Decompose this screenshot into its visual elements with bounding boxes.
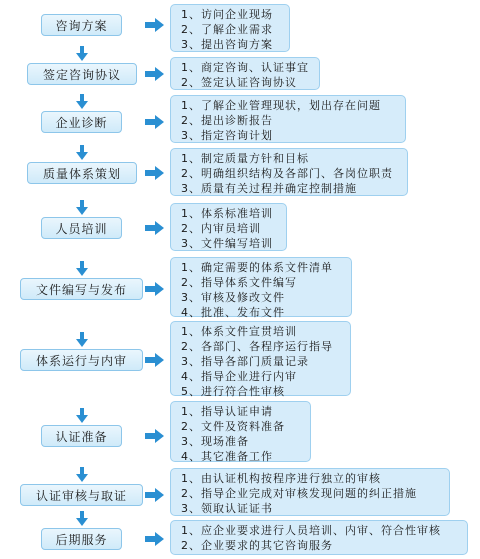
down-arrow-icon [76, 53, 88, 61]
detail-line: 2、指导体系文件编写 [181, 276, 297, 289]
detail-line: 4、批准、发布文件 [181, 306, 285, 319]
detail-line: 1、商定咨询、认证事宜 [181, 61, 309, 74]
detail-line: 2、了解企业需求 [181, 23, 273, 36]
step-detail-panel [170, 148, 408, 196]
step-detail-panel [170, 4, 290, 52]
detail-line: 2、各部门、各程序运行指导 [181, 340, 333, 353]
detail-line: 2、提出诊断报告 [181, 114, 273, 127]
step-detail-panel [170, 468, 450, 516]
step-detail-panel [170, 321, 351, 396]
step-box: 文件编写与发布 [20, 278, 143, 300]
detail-line: 1、访问企业现场 [181, 8, 273, 21]
detail-line: 4、指导企业进行内审 [181, 370, 297, 383]
detail-line: 2、签定认证咨询协议 [181, 76, 297, 89]
detail-line: 5、进行符合性审核 [181, 385, 285, 398]
detail-line: 1、体系文件宣贯培训 [181, 325, 297, 338]
right-arrow-icon [155, 429, 164, 443]
detail-line: 1、体系标准培训 [181, 207, 273, 220]
detail-line: 3、质量有关过程并确定控制措施 [181, 182, 357, 195]
right-arrow-icon [155, 532, 164, 546]
detail-line: 3、领取认证证书 [181, 502, 273, 515]
down-arrow-icon [76, 207, 88, 215]
down-arrow-icon [76, 101, 88, 109]
step-box: 企业诊断 [41, 111, 122, 133]
step-box: 认证准备 [41, 425, 122, 447]
right-arrow-icon [155, 282, 164, 296]
step-detail-panel [170, 203, 287, 251]
right-arrow-icon [155, 18, 164, 32]
detail-line: 2、指导企业完成对审核发现问题的纠正措施 [181, 487, 417, 500]
down-arrow-icon [76, 415, 88, 423]
detail-line: 1、确定需要的体系文件清单 [181, 261, 333, 274]
detail-line: 3、审核及修改文件 [181, 291, 285, 304]
detail-line: 3、文件编写培训 [181, 237, 273, 250]
down-arrow-icon [76, 339, 88, 347]
detail-line: 3、提出咨询方案 [181, 38, 273, 51]
right-arrow-icon [155, 115, 164, 129]
down-arrow-icon [76, 268, 88, 276]
step-detail-panel [170, 57, 320, 90]
right-arrow-icon [155, 221, 164, 235]
right-arrow-icon [155, 166, 164, 180]
step-detail-panel [170, 95, 406, 143]
right-arrow-icon [155, 353, 164, 367]
detail-line: 1、制定质量方针和目标 [181, 152, 309, 165]
step-detail-panel [170, 520, 468, 555]
detail-line: 2、企业要求的其它咨询服务 [181, 539, 333, 552]
detail-line: 1、指导认证申请 [181, 405, 273, 418]
step-box: 质量体系策划 [27, 162, 137, 184]
detail-line: 1、应企业要求进行人员培训、内审、符合性审核 [181, 524, 441, 537]
step-box: 认证审核与取证 [20, 484, 143, 506]
step-box: 咨询方案 [41, 14, 122, 36]
detail-line: 3、现场准备 [181, 435, 249, 448]
detail-line: 2、内审员培训 [181, 222, 261, 235]
step-box: 人员培训 [41, 217, 122, 239]
detail-line: 1、了解企业管理现状，划出存在问题 [181, 99, 381, 112]
detail-line: 3、指定咨询计划 [181, 129, 273, 142]
step-detail-panel [170, 257, 352, 317]
detail-line: 1、由认证机构按程序进行独立的审核 [181, 472, 381, 485]
down-arrow-icon [76, 518, 88, 526]
step-box: 体系运行与内审 [20, 349, 143, 371]
step-box: 后期服务 [41, 528, 122, 550]
detail-line: 2、明确组织结构及各部门、各岗位职责 [181, 167, 393, 180]
right-arrow-icon [155, 488, 164, 502]
detail-line: 4、其它准备工作 [181, 450, 273, 463]
step-box: 签定咨询协议 [27, 63, 137, 85]
detail-line: 2、文件及资料准备 [181, 420, 285, 433]
right-arrow-icon [155, 67, 164, 81]
step-detail-panel [170, 401, 311, 462]
down-arrow-icon [76, 474, 88, 482]
down-arrow-icon [76, 152, 88, 160]
detail-line: 3、指导各部门质量记录 [181, 355, 309, 368]
